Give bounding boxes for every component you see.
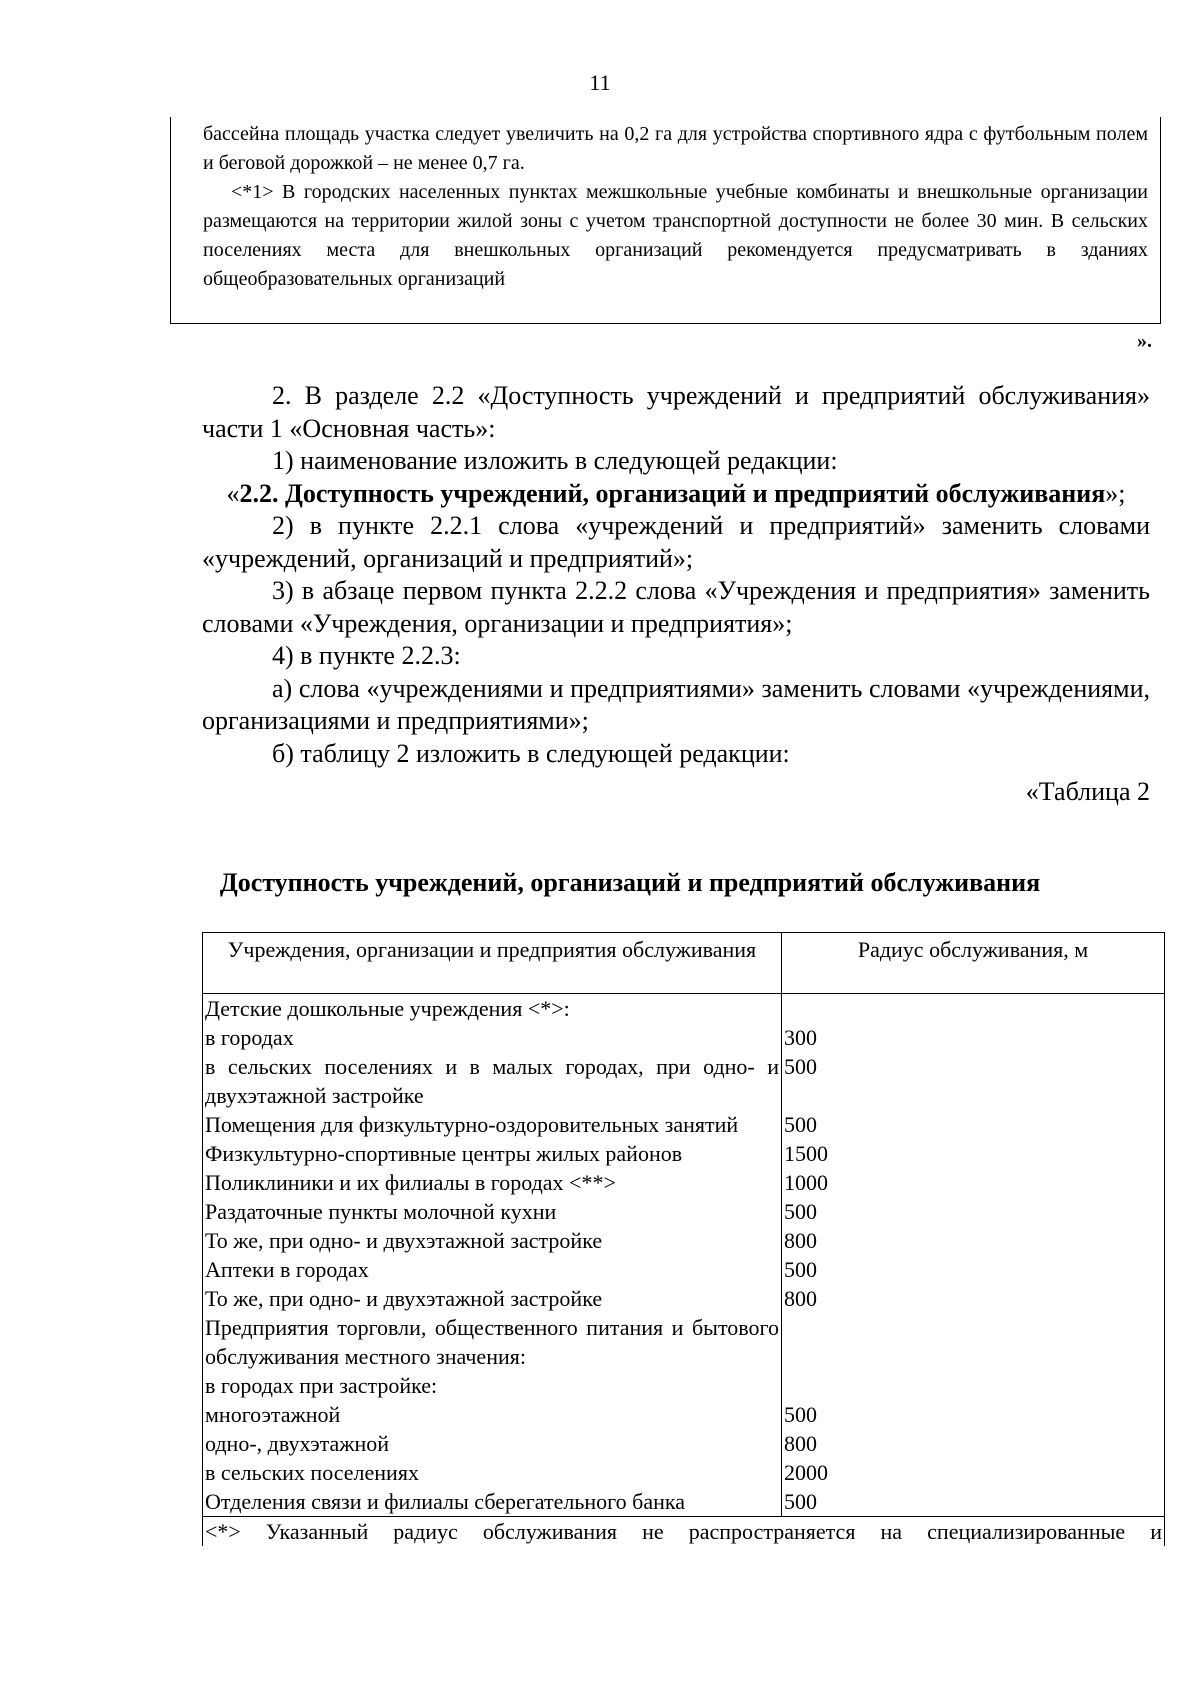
footnote-continuation: бассейна площадь участка следует увеличить на 0,2 га для устройства спортивного ядра с футбольным полем и беговой дорожкой – не менее 0,7 га. bbox=[203, 123, 1148, 174]
paragraph-item-3: 3) в абзаце первом пункта 2.2.2 слова «Учреждения и предприятия» заменить словами «Учреждения, организации и предприятия»; bbox=[202, 576, 1150, 638]
table-row bbox=[203, 1400, 1165, 1429]
new-heading-text: 2.2. Доступность учреждений, организаций и предприятий обслуживания bbox=[239, 478, 1106, 508]
table-label: «Таблица 2 bbox=[1025, 777, 1150, 806]
table-row bbox=[203, 1429, 1165, 1458]
page-number: 11 bbox=[589, 70, 611, 95]
radius-cell: 500 bbox=[782, 1400, 1165, 1429]
table-title: Доступность учреждений, организаций и предприятий обслуживания bbox=[219, 868, 1041, 897]
table-row bbox=[203, 1197, 1165, 1226]
table-row bbox=[203, 1371, 1165, 1400]
table-row bbox=[203, 1023, 1165, 1052]
table-note-row bbox=[203, 1517, 1165, 1547]
table-row bbox=[203, 1255, 1165, 1284]
radius-cell bbox=[782, 1371, 1165, 1400]
institution-cell: многоэтажной bbox=[203, 1400, 782, 1429]
paragraph-section-2: 2. В разделе 2.2 «Доступность учреждений и предприятий обслуживания» части 1 «Основная часть»: bbox=[202, 381, 1150, 443]
radius-cell: 800 bbox=[782, 1284, 1165, 1313]
institution-cell: То же, при одно- и двухэтажной застройке bbox=[203, 1226, 782, 1255]
table-row bbox=[203, 1458, 1165, 1487]
institution-cell: в городах при застройке: bbox=[203, 1371, 782, 1400]
table-note: <*> Указанный радиус обслуживания не распространяется на специализированные и bbox=[203, 1517, 1165, 1547]
radius-cell bbox=[782, 1313, 1165, 1371]
radius-cell: 300 bbox=[782, 1023, 1165, 1052]
document-body bbox=[202, 380, 1150, 809]
radius-cell: 1500 bbox=[782, 1139, 1165, 1168]
institution-cell: одно-, двухэтажной bbox=[203, 1429, 782, 1458]
radius-cell: 800 bbox=[782, 1429, 1165, 1458]
table-header-row bbox=[203, 933, 1165, 994]
service-radius-table bbox=[202, 932, 1165, 1546]
column-header-institution: Учреждения, организации и предприятия обслуживания bbox=[203, 933, 782, 994]
paragraph-item-4: 4) в пункте 2.2.3: bbox=[272, 641, 461, 670]
table-row bbox=[203, 1284, 1165, 1313]
table-row bbox=[203, 1226, 1165, 1255]
table-row bbox=[203, 1139, 1165, 1168]
table-row bbox=[203, 994, 1165, 1024]
radius-cell: 1000 bbox=[782, 1168, 1165, 1197]
institution-cell: То же, при одно- и двухэтажной застройке bbox=[203, 1284, 782, 1313]
institution-cell: Раздаточные пункты молочной кухни bbox=[203, 1197, 782, 1226]
footnote-box bbox=[170, 117, 1161, 324]
institution-cell: Предприятия торговли, общественного питания и бытового обслуживания местного значения: bbox=[203, 1313, 782, 1371]
radius-cell: 500 bbox=[782, 1255, 1165, 1284]
radius-cell bbox=[782, 994, 1165, 1024]
radius-cell: 2000 bbox=[782, 1458, 1165, 1487]
paragraph-new-heading bbox=[202, 478, 1150, 511]
paragraph-item-4a: а) слова «учреждениями и предприятиями» заменить словами «учреждениями, организациями и предприятиями»; bbox=[202, 673, 1150, 735]
radius-cell: 500 bbox=[782, 1052, 1165, 1110]
institution-cell: в сельских поселениях bbox=[203, 1458, 782, 1487]
paragraph-item-1: 1) наименование изложить в следующей редакции: bbox=[272, 446, 838, 475]
footnote-1: <*1> В городских населенных пунктах межшкольные учебные комбинаты и внешкольные организации размещаются на территории жилой зоны с учетом транспортной доступности не более 30 мин. В сельских поселениях места для внешкольных организаций рекомендуется предусматривать в зданиях общеобразовательных организаций bbox=[203, 181, 1148, 290]
table-row bbox=[203, 1168, 1165, 1197]
radius-cell: 500 bbox=[782, 1197, 1165, 1226]
institution-cell: Поликлиники и их филиалы в городах <**> bbox=[203, 1168, 782, 1197]
radius-cell: 800 bbox=[782, 1226, 1165, 1255]
close-quote: »; bbox=[1105, 478, 1126, 508]
closing-quote: ». bbox=[1137, 330, 1152, 352]
institution-cell: Аптеки в городах bbox=[203, 1255, 782, 1284]
institution-cell: Детские дошкольные учреждения <*>: bbox=[203, 994, 782, 1024]
institution-cell: Отделения связи и филиалы сберегательного банка bbox=[203, 1487, 782, 1517]
table-row bbox=[203, 1313, 1165, 1371]
paragraph-item-2: 2) в пункте 2.2.1 слова «учреждений и предприятий» заменить словами «учреждений, организаций и предприятий»; bbox=[202, 511, 1150, 573]
table-row bbox=[203, 1487, 1165, 1517]
open-quote: « bbox=[226, 478, 240, 508]
institution-cell: в городах bbox=[203, 1023, 782, 1052]
institution-cell: Помещения для физкультурно-оздоровительных занятий bbox=[203, 1110, 782, 1139]
radius-cell: 500 bbox=[782, 1110, 1165, 1139]
radius-cell: 500 bbox=[782, 1487, 1165, 1517]
paragraph-item-4b: б) таблицу 2 изложить в следующей редакции: bbox=[272, 738, 790, 768]
institution-cell: в сельских поселениях и в малых городах, при одно- и двухэтажной застройке bbox=[203, 1052, 782, 1110]
table-row bbox=[203, 1110, 1165, 1139]
table-row bbox=[203, 1052, 1165, 1110]
column-header-radius: Радиус обслуживания, м bbox=[782, 933, 1165, 994]
institution-cell: Физкультурно-спортивные центры жилых районов bbox=[203, 1139, 782, 1168]
